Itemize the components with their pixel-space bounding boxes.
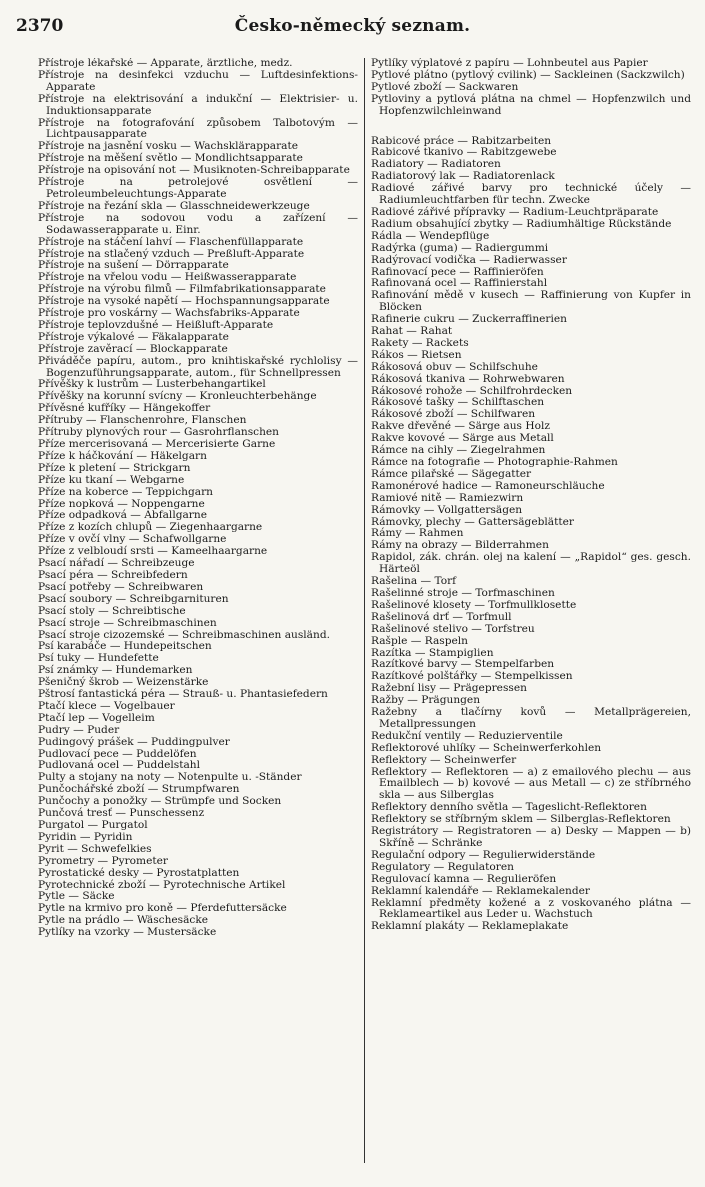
index-entry: Přístroje na jasnění vosku — Wachsklärapparate: [38, 140, 298, 153]
index-entry: Přístroje na petrolejové osvětlení — Petroleumbeleuchtungs-Apparate: [38, 176, 358, 200]
index-entry: Příze odpadková — Abfallgarne: [38, 509, 207, 522]
index-entry: Psací péra — Schreibfedern: [38, 568, 188, 581]
index-entry: Pytlové zboží — Sackwaren: [371, 80, 519, 93]
index-entry: Reflektory — Scheinwerfer: [371, 753, 517, 766]
index-entry: Ražební lisy — Prägepressen: [371, 682, 527, 695]
index-entry: Pštrosí fantastická péra — Strauß- u. Phantasiefedern: [38, 688, 328, 701]
index-entry: Rašelinové klosety — Torfmullklosette: [371, 598, 577, 611]
index-entry: Pytle na krmivo pro koně — Pferdefuttersäcke: [38, 902, 287, 915]
index-entry: Rámovky — Vollgattersägen: [371, 503, 523, 516]
index-entry: Regulační odpory — Regulierwiderstände: [371, 848, 596, 861]
index-entry: Rabicové tkanivo — Rabitzgewebe: [371, 146, 557, 159]
index-entry: Rákosové rohože — Schilfrohrdecken: [371, 384, 573, 397]
index-entry: Radiatorový lak — Radiatorenlack: [371, 170, 555, 183]
right-column: [365, 58, 695, 1163]
index-entry: Psací stroje cizozemské — Schreibmaschinen ausländ.: [38, 628, 330, 641]
index-entry: Rabicové práce — Rabitzarbeiten: [371, 134, 552, 147]
index-entry: Přístroje na elektrisování a indukční — Elektrisier- u. Induktionsapparate: [38, 92, 358, 117]
index-entry: Razítkové barvy — Stempelfarben: [371, 658, 555, 671]
index-entry: Přístroje na vřelou vodu — Heißwasserapparate: [38, 271, 297, 284]
index-entry: Rádla — Wendepflüge: [371, 229, 490, 242]
index-entry: Registrátory — Registratoren — a) Desky — Mappen — b) Skříně — Schränke: [371, 825, 691, 849]
index-entry: Příze k háčkování — Häkelgarn: [38, 449, 207, 462]
index-entry: Příze v ovčí vlny — Schafwollgarne: [38, 533, 227, 546]
index-entry: Přívěšky k lustrům — Lusterbehangartikel: [38, 378, 266, 391]
index-entry: Přístroje na výrobu filmů — Filmfabrikationsapparate: [38, 283, 326, 296]
index-entry: Přívěsné kufříky — Hängekoffer: [38, 402, 211, 415]
index-entry: Příze na koberce — Teppichgarn: [38, 485, 213, 498]
index-entry: Rákosová obuv — Schilfschuhe: [371, 360, 538, 373]
index-entry: Ramiové nitě — Ramiezwirn: [371, 491, 524, 504]
index-entry: Rámy na obrazy — Bilderrahmen: [371, 539, 549, 552]
index-entry: Rákosová tkaniva — Rohrwebwaren: [371, 372, 565, 385]
index-entry: Rámce na fotografie — Photographie-Rahmen: [371, 456, 618, 468]
index-entry: Přístroje na stáčení lahví — Flaschenfüllapparate: [38, 235, 304, 248]
index-entry: Punčochy a ponožky — Strümpfe und Socken: [38, 795, 282, 808]
index-entry: Regulatory — Regulatoren: [371, 860, 514, 873]
index-entry: Regulovací kamna — Regulieröfen: [371, 872, 557, 885]
index-entry: Radýrka (guma) — Radiergummi: [371, 241, 549, 254]
index-entry: Radiové zářivé přípravky — Radium-Leuchtpräparate: [371, 205, 659, 218]
index-entry: Psí tuky — Hundefette: [38, 652, 159, 665]
two-column-index: [34, 58, 695, 1163]
index-entry: Rafinování mědě v kusech — Raffinierung von Kupfer in Blöcken: [371, 289, 691, 314]
index-entry: Razítka — Stampiglien: [371, 646, 494, 659]
index-entry: Příze z kozích chlupů — Ziegenhaargarne: [38, 521, 263, 534]
index-entry: Rašple — Raspeln: [371, 634, 468, 647]
index-entry: Rašelina — Torf: [371, 575, 457, 588]
index-entry: Psací nářadí — Schreibzeuge: [38, 557, 195, 570]
index-entry: Rahat — Rahat: [371, 325, 453, 338]
index-entry: Pudingový prášek — Puddingpulver: [38, 735, 230, 748]
index-entry: Rašelinové stelivo — Torfstreu: [371, 622, 535, 635]
index-entry: Radýrovací vodička — Radierwasser: [371, 253, 567, 266]
index-entry: Pytlíky výplatové z papíru — Lohnbeutel aus Papier: [371, 58, 648, 69]
index-entry: Radium obsahující zbytky — Radiumhältige Rückstände: [371, 217, 672, 230]
index-entry: Ražebny a tlačírny kovů — Metallprägereien, Metallpressungen: [371, 706, 691, 730]
index-entry: Příze k pletení — Strickgarn: [38, 461, 191, 474]
page-title: Česko-německý seznam.: [234, 16, 471, 36]
index-entry: Pytle — Säcke: [38, 890, 115, 903]
index-entry: Přístroje na opisování not — Musiknoten-Schreibapparate: [38, 164, 350, 177]
index-entry: Přítruby — Flanschenrohre, Flanschen: [38, 414, 247, 427]
index-entry: Pudry — Puder: [38, 723, 120, 736]
index-entry: Punčochářské zboží — Strumpfwaren: [38, 783, 240, 796]
index-entry: Pytle na prádlo — Wäschesäcke: [38, 914, 209, 927]
index-entry: Pyrometry — Pyrometer: [38, 854, 168, 867]
index-entry: Příze mercerisovaná — Mercerisierte Garne: [38, 438, 276, 450]
index-entry: Pyrotechnické zboží — Pyrotechnische Artikel: [38, 878, 286, 891]
index-entry: Přístroje výkalové — Fäkalapparate: [38, 330, 229, 343]
index-entry: Rafinovací pece — Raffinieröfen: [371, 265, 544, 278]
index-entry: Psací potřeby — Schreibwaren: [38, 580, 204, 593]
index-entry: Rakety — Rackets: [371, 336, 469, 349]
index-entry: Přiváděče papíru, autom., pro knihtiskařské rychlolisy — Bogenzuführungsapparate, autom., für Schnellpressen: [38, 354, 358, 379]
index-entry: Rámy — Rahmen: [371, 527, 464, 540]
index-entry: Punčová tresť — Punschessenz: [38, 807, 205, 820]
index-entry: Přístroje na měšení světlo — Mondlichtsapparate: [38, 152, 303, 165]
index-entry: Ražby — Prägungen: [371, 694, 481, 707]
index-entry: Přístroje na sodovou vodu a zařízení — Sodawasserapparate u. Einr.: [38, 211, 358, 236]
index-entry: Ptačí lep — Vogelleim: [38, 711, 155, 724]
index-entry: Psací stroje — Schreibmaschinen: [38, 616, 217, 629]
index-entry: Přítruby plynových rour — Gasrohrflanschen: [38, 426, 279, 439]
left-column: [34, 58, 365, 1163]
index-entry: Psí známky — Hundemarken: [38, 664, 193, 677]
index-entry: Pytlíky na vzorky — Mustersäcke: [38, 926, 217, 939]
index-entry: Rakve dřevěné — Särge aus Holz: [371, 420, 550, 433]
index-entry: Pudlovací pece — Puddelöfen: [38, 747, 197, 760]
index-entry: Razítkové polštářky — Stempelkissen: [371, 670, 573, 683]
index-entry: Pytloviny a pytlová plátna na chmel — Hopfenzwilch und Hopfenzwilchleinwand: [371, 92, 691, 117]
index-entry: Přístroje pro voskárny — Wachsfabriks-Apparate: [38, 307, 300, 320]
index-entry: Přístroje na sušení — Dörrapparate: [38, 259, 229, 272]
index-entry: Rámce pilařské — Sägegatter: [371, 467, 532, 480]
index-entry: Pyridin — Pyridin: [38, 830, 133, 843]
index-entry: Rákosové zboží — Schilfwaren: [371, 408, 536, 421]
index-entry: Rákosové tašky — Schilftaschen: [371, 396, 545, 409]
index-entry: Přístroje na řezání skla — Glasschneidewerkzeuge: [38, 199, 310, 212]
index-entry: Pytlové plátno (pytlový cvilink) — Sackleinen (Sackzwilch): [371, 68, 685, 81]
index-entry: Příze z velbloudí srsti — Kameelhaargarne: [38, 545, 268, 558]
index-entry: Přístroje lékařské — Apparate, ärztliche, medz.: [38, 58, 293, 69]
index-entry: Přístroje teplovzdušné — Heißluft-Apparate: [38, 318, 274, 331]
index-entry: Reklamní kalendáře — Reklamekalender: [371, 884, 590, 897]
index-entry: Reklamní předměty kožené a z voskovaného plátna — Reklameartikel aus Leder u. Wachstuch: [371, 896, 691, 921]
index-entry: Reflektory — Reflektoren — a) z emailového plechu — aus Emailblech — b) kovové — aus Metall — c) ze stříbrného skla — aus Silberglas: [371, 765, 691, 802]
index-entry: Přívěšky na korunní svícny — Kronleuchterbehänge: [38, 390, 317, 403]
index-entry: Reflektory se stříbrným sklem — Silberglas-Reflektoren: [371, 813, 671, 826]
index-entry: Ramonérové hadice — Ramoneurschläuche: [371, 479, 605, 492]
index-entry: Rámce na cihly — Ziegelrahmen: [371, 444, 546, 457]
index-entry: Přístroje zavěrací — Blockapparate: [38, 342, 228, 355]
index-entry: Rašelinová drť — Torfmull: [371, 610, 512, 623]
index-entry: Psací stoly — Schreibtische: [38, 604, 186, 617]
index-entry: Pyrostatické desky — Pyrostatplatten: [38, 866, 240, 879]
index-entry: Rafinovaná ocel — Raffinierstahl: [371, 277, 548, 290]
index-entry: Reklamní plakáty — Reklameplakate: [371, 920, 569, 933]
index-entry: Rákos — Rietsen: [371, 348, 462, 361]
index-entry: Radiové zářivé barvy pro technické účely — Radiumleuchtfarben für techn. Zwecke: [371, 182, 691, 207]
index-entry: Příze ku tkaní — Webgarne: [38, 473, 185, 486]
index-entry: Pudlovaná ocel — Puddelstahl: [38, 759, 200, 772]
index-entry: Přístroje na stlačený vzduch — Preßluft-Apparate: [38, 247, 305, 260]
index-entry: Reflektorové uhlíky — Scheinwerferkohlen: [371, 741, 602, 754]
index-entry: Rapidol, zák. chrán. olej na kalení — „Rapidol“ ges. gesch. Härteöl: [371, 551, 691, 576]
index-entry: Psí karabáče — Hundepeitschen: [38, 640, 212, 653]
index-entry: Ptačí klece — Vogelbauer: [38, 699, 175, 712]
index-entry: Rafinerie cukru — Zuckerraffinerien: [371, 313, 567, 326]
index-entry: Rakve kovové — Särge aus Metall: [371, 432, 554, 445]
index-entry: Příze nopková — Noppengarne: [38, 497, 205, 510]
index-entry: Rašelinné stroje — Torfmaschinen: [371, 586, 555, 599]
page-number: 2370: [16, 16, 64, 36]
index-entry: Psací soubory — Schreibgarnituren: [38, 592, 229, 605]
index-entry: Pšeničný škrob — Weizenstärke: [38, 676, 209, 689]
index-entry: Přístroje na vysoké napětí — Hochspannungsapparate: [38, 295, 330, 308]
index-entry: Pulty a stojany na noty — Notenpulte u. -Ständer: [38, 771, 302, 784]
index-entry: Přístroje na fotografování způsobem Talbotovým — Lichtpausapparate: [38, 116, 358, 141]
index-entry: Pyrit — Schwefelkies: [38, 842, 152, 855]
index-entry: Purgatol — Purgatol: [38, 819, 148, 831]
index-entry: Přístroje na desinfekci vzduchu — Luftdesinfektions-Apparate: [38, 68, 358, 93]
index-entry: Reflektory denního světla — Tageslicht-Reflektoren: [371, 801, 647, 814]
index-entry: Radiatory — Radiatoren: [371, 158, 501, 171]
index-entry: Rámovky, plechy — Gattersägeblätter: [371, 515, 574, 528]
index-entry: Redukční ventily — Reduzierventile: [371, 729, 563, 742]
